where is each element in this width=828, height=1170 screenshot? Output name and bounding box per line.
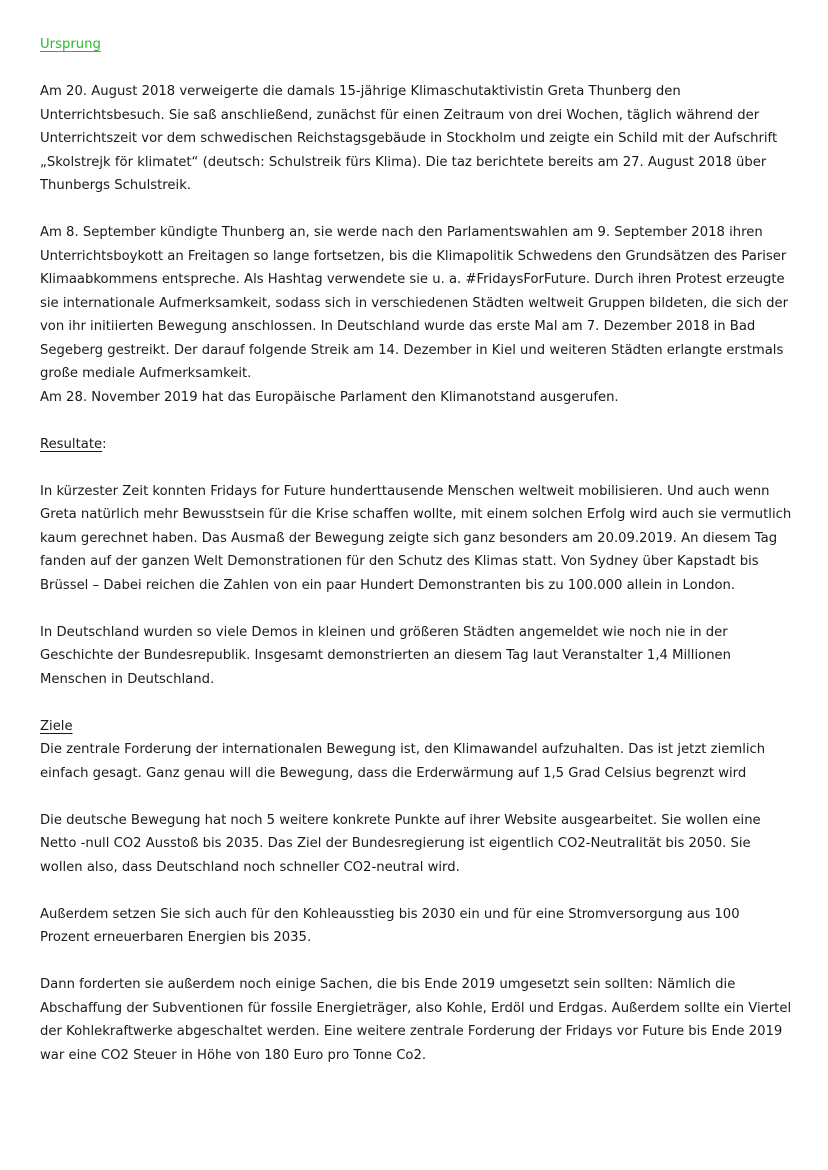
resultate-heading-line (40, 433, 792, 457)
ziele-heading: Ziele (40, 718, 73, 734)
resultate-heading: Resultate (40, 436, 103, 452)
ursprung-paragraph-2: Am 8. September kündigte Thunberg an, sie werde nach den Parlamentswahlen am 9. September 2018 ihren Unterrichtsboykott an Freitagen so lange fortsetzen, bis die Klimapolitik Schwedens den Grundsätzen des Pariser Klimaabkommens entspreche. Als Hashtag verwendete sie u. a. #FridaysForFuture. Durch ihren Protest erzeugte sie internationale Aufmerksamkeit, sodass sich in verschiedenen Städten weltweit Gruppen bildeten, die sich der von ihr initiierten Bewegung anschlossen. In Deutschland wurde das erste Mal am 7. Dezember 2018 in Bad Segeberg gestreikt. Der darauf folgende Streik am 14. Dezember in Kiel und weiteren Städten erlangte erstmals große mediale Aufmerksamkeit. (40, 225, 789, 381)
ziele-paragraph-2: Die deutsche Bewegung hat noch 5 weitere konkrete Punkte auf ihrer Website ausgearbeitet. Sie wollen eine Netto -null CO2 Ausstoß bis 2035. Das Ziel der Bundesregierung ist eigentlich CO2-Neutralität bis 2050. Sie wollen also, dass Deutschland noch schneller CO2-neutral wird. (40, 812, 761, 875)
ziele-heading-line (40, 715, 792, 739)
resultate-paragraph-2: In Deutschland wurden so viele Demos in kleinen und größeren Städten angemeldet wie noch nie in der Geschichte der Bundesrepublik. Insgesamt demonstrierten an diesem Tag laut Veranstalter 1,4 Millionen Menschen in Deutschland. (40, 624, 732, 687)
ziele-paragraph-4: Dann forderten sie außerdem noch einige Sachen, die bis Ende 2019 umgesetzt sein sollten: Nämlich die Abschaffung der Subventionen für fossile Energieträger, also Kohle, Erdöl und Erdgas. Außerdem sollte ein Viertel der Kohlekraftwerke abgeschaltet werden. Eine weitere zentrale Forderung der Fridays vor Future bis Ende 2019 war eine CO2 Steuer in Höhe von 180 Euro pro Tonne Co2. (40, 977, 792, 1063)
ziele-paragraph-1: Die zentrale Forderung der internationalen Bewegung ist, den Klimawandel aufzuhalten. Das ist jetzt ziemlich einfach gesagt. Ganz genau will die Bewegung, dass die Erderwärmung auf 1,5 Grad Celsius begrenzt wird (40, 742, 766, 781)
document-page (40, 33, 792, 1067)
ursprung-heading-link[interactable]: Ursprung (40, 37, 101, 52)
resultate-paragraph-1: In kürzester Zeit konnten Fridays for Future hunderttausende Menschen weltweit mobilisieren. Und auch wenn Greta natürlich mehr Bewusstsein für die Krise schaffen wollte, mit einem solchen Erfolg wird auch sie vermutlich kaum gerechnet haben. Das Ausmaß der Bewegung zeigte sich ganz besonders am 20.09.2019. An diesem Tag fanden auf der ganzen Welt Demonstrationen für den Schutz des Klimas statt. Von Sydney über Kapstadt bis Brüssel – Dabei reichen die Zahlen von ein paar Hundert Demonstranten bis zu 100.000 allein in London. (40, 483, 792, 593)
resultate-heading-colon: : (102, 436, 107, 452)
ursprung-heading-line (40, 33, 792, 57)
ziele-paragraph-3: Außerdem setzen Sie sich auch für den Kohleausstieg bis 2030 ein und für eine Stromversorgung aus 100 Prozent erneuerbaren Energien bis 2035. (40, 906, 740, 945)
ursprung-paragraph-3: Am 28. November 2019 hat das Europäische Parlament den Klimanotstand ausgerufen. (40, 389, 619, 405)
ursprung-paragraph-1: Am 20. August 2018 verweigerte die damals 15-jährige Klimaschutaktivistin Greta Thunberg den Unterrichtsbesuch. Sie saß anschließend, zunächst für einen Zeitraum von drei Wochen, täglich während der Unterrichtszeit vor dem schwedischen Reichstagsgebäude in Stockholm und zeigte ein Schild mit der Aufschrift „Skolstrejk för klimatet“ (deutsch: Schulstreik fürs Klima). Die taz berichtete bereits am 27. August 2018 über Thunbergs Schulstreik. (40, 84, 778, 193)
